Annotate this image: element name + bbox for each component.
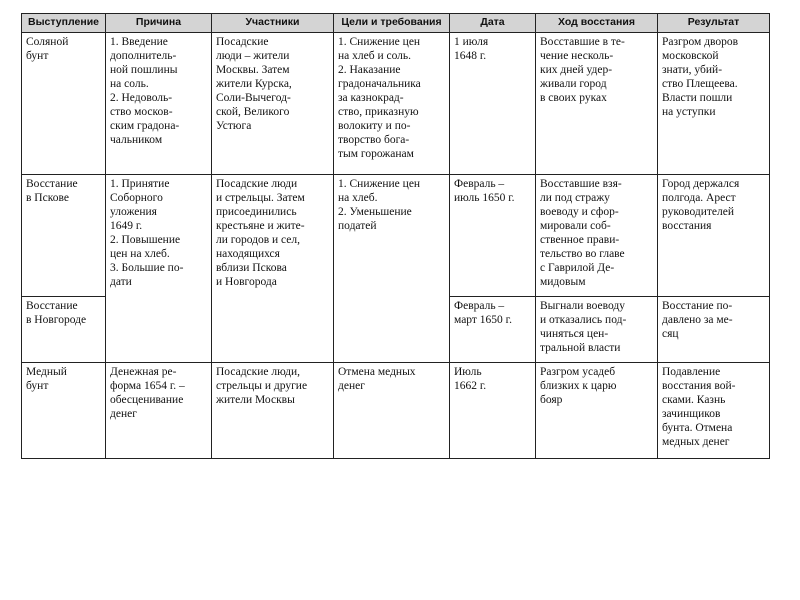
table-row xyxy=(22,175,770,297)
cell-cause: Денежная ре- форма 1654 г. – обесценивание денег xyxy=(106,363,212,459)
cell-participants: Посадские люди, стрельцы и другие жители Москвы xyxy=(212,363,334,459)
header-course: Ход восстания xyxy=(536,14,658,33)
cell-goals-shared xyxy=(334,297,450,363)
cell-cause-shared xyxy=(106,297,212,363)
cell-date: Февраль – июль 1650 г. xyxy=(450,175,536,297)
cell-event: Соляной бунт xyxy=(22,33,106,175)
uprisings-table xyxy=(21,13,770,459)
header-date: Дата xyxy=(450,14,536,33)
cell-course: Разгром усадеб близких к царю бояр xyxy=(536,363,658,459)
cell-participants: Посадские люди – жители Москвы. Затем жители Курска, Соли-Вычегод- ской, Великого Устюга xyxy=(212,33,334,175)
cell-participants: Посадские люди и стрельцы. Затем присоединились крестьяне и жите- ли городов и сел, находящихся вблизи Пскова и Новгорода xyxy=(212,175,334,297)
cell-result: Разгром дворов московской знати, убий- ство Плещеева. Власти пошли на уступки xyxy=(658,33,770,175)
cell-goals: 1. Снижение цен на хлеб и соль. 2. Наказание градоначальника за казнокрад- ство, приказную волокиту и по- творство богa- тым горожанам xyxy=(334,33,450,175)
cell-course: Восставшие в те- чение несколь- ких дней удер- живали город в своих руках xyxy=(536,33,658,175)
cell-result: Восстание по- давлено за ме- сяц xyxy=(658,297,770,363)
cell-event: Восстание в Новгороде xyxy=(22,297,106,363)
cell-date: 1 июля 1648 г. xyxy=(450,33,536,175)
header-cause: Причина xyxy=(106,14,212,33)
header-event: Выступление xyxy=(22,14,106,33)
cell-goals: 1. Снижение цен на хлеб. 2. Уменьшение податей xyxy=(334,175,450,297)
cell-event: Медный бунт xyxy=(22,363,106,459)
header-result: Результат xyxy=(658,14,770,33)
cell-result: Город держался полгода. Арест руководителей восстания xyxy=(658,175,770,297)
cell-event: Восстание в Пскове xyxy=(22,175,106,297)
cell-cause: 1. Введение дополнитель- ной пошлины на соль. 2. Недоволь- ство москов- ским градона- чальником xyxy=(106,33,212,175)
cell-cause: 1. Принятие Соборного уложения 1649 г. 2. Повышение цен на хлеб. 3. Большие по- дати xyxy=(106,175,212,297)
cell-participants-shared xyxy=(212,297,334,363)
cell-course: Выгнали воеводу и отказались под- чиняться цен- тральной власти xyxy=(536,297,658,363)
cell-date: Июль 1662 г. xyxy=(450,363,536,459)
table-header-row xyxy=(22,14,770,33)
header-goals: Цели и требования xyxy=(334,14,450,33)
table-row xyxy=(22,363,770,459)
header-participants: Участники xyxy=(212,14,334,33)
cell-result: Подавление восстания вой- сками. Казнь зачинщиков бунта. Отмена медных денег xyxy=(658,363,770,459)
table-row xyxy=(22,297,770,363)
cell-date: Февраль – март 1650 г. xyxy=(450,297,536,363)
cell-goals: Отмена медных денег xyxy=(334,363,450,459)
table-row xyxy=(22,33,770,175)
cell-course: Восставшие взя- ли под стражу воеводу и сфор- мировали соб- ственное прави- тельство во главе с Гаврилой Де- мидовым xyxy=(536,175,658,297)
